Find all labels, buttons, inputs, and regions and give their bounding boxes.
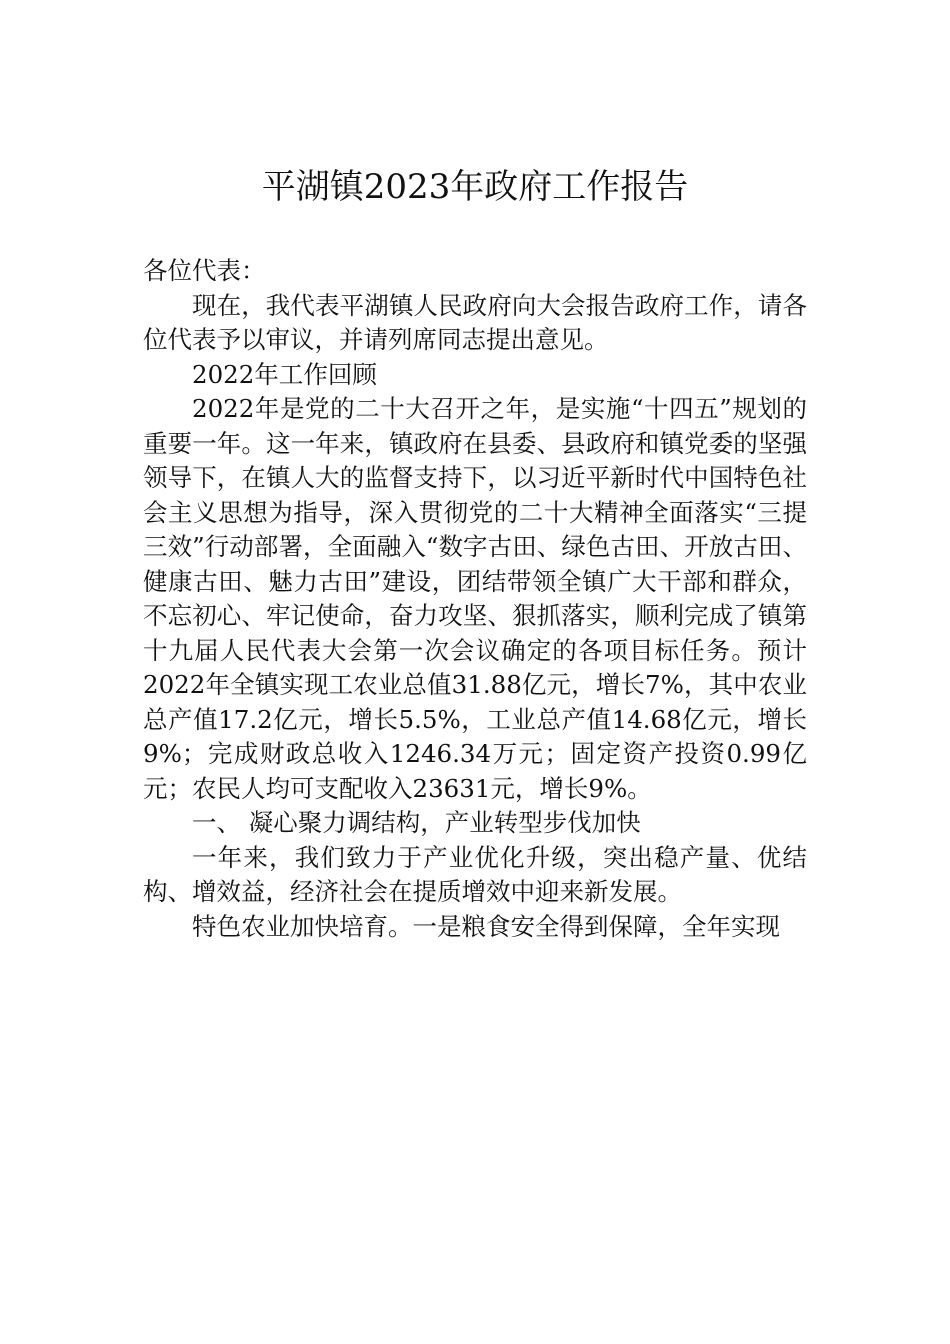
- document-body: [143, 254, 807, 944]
- paragraph-agriculture: 特色农业加快培育。一是粮食安全得到保障，全年实现: [192, 911, 780, 941]
- paragraph-review: 2022年是党的二十大召开之年，是实施“十四五”规划的重要一年。这一年来，镇政府在县委、县政府和镇党委的坚强领导下，在镇人大的监督支持下，以习近平新时代中国特色社会主义思想为指导，深入贯彻党的二十大精神全面落实“三提三效”行动部署，全面融入“数字古田、绿色古田、开放古田、健康古田、魅力古田”建设，团结带领全镇广大干部和群众，不忘初心、牢记使命，奋力攻坚、狠抓落实，顺利完成了镇第十九届人民代表大会第一次会议确定的各项目标任务。预计2022年全镇实现工农业总值31.88亿元，增长7%，其中农业总产值17.2亿元，增长5.5%，工业总产值14.68亿元，增长9%；完成财政总收入1246.34万元；固定资产投资0.99亿元；农民人均可支配收入23631元，增长9%。: [143, 394, 807, 803]
- salutation: 各位代表：: [143, 256, 266, 285]
- paragraph-section-1: 一年来，我们致力于产业优化升级，突出稳产量、优结构、增效益，经济社会在提质增效中迎来新发展。: [143, 842, 807, 906]
- section-heading-review: 2022年工作回顾: [192, 359, 377, 389]
- paragraph-intro: 现在，我代表平湖镇人民政府向大会报告政府工作，请各位代表予以审议，并请列席同志提出意见。: [143, 290, 807, 354]
- document-title: 平湖镇2023年政府工作报告: [261, 167, 689, 207]
- section-heading-1: 一、 凝心聚力调结构，产业转型步伐加快: [192, 808, 641, 837]
